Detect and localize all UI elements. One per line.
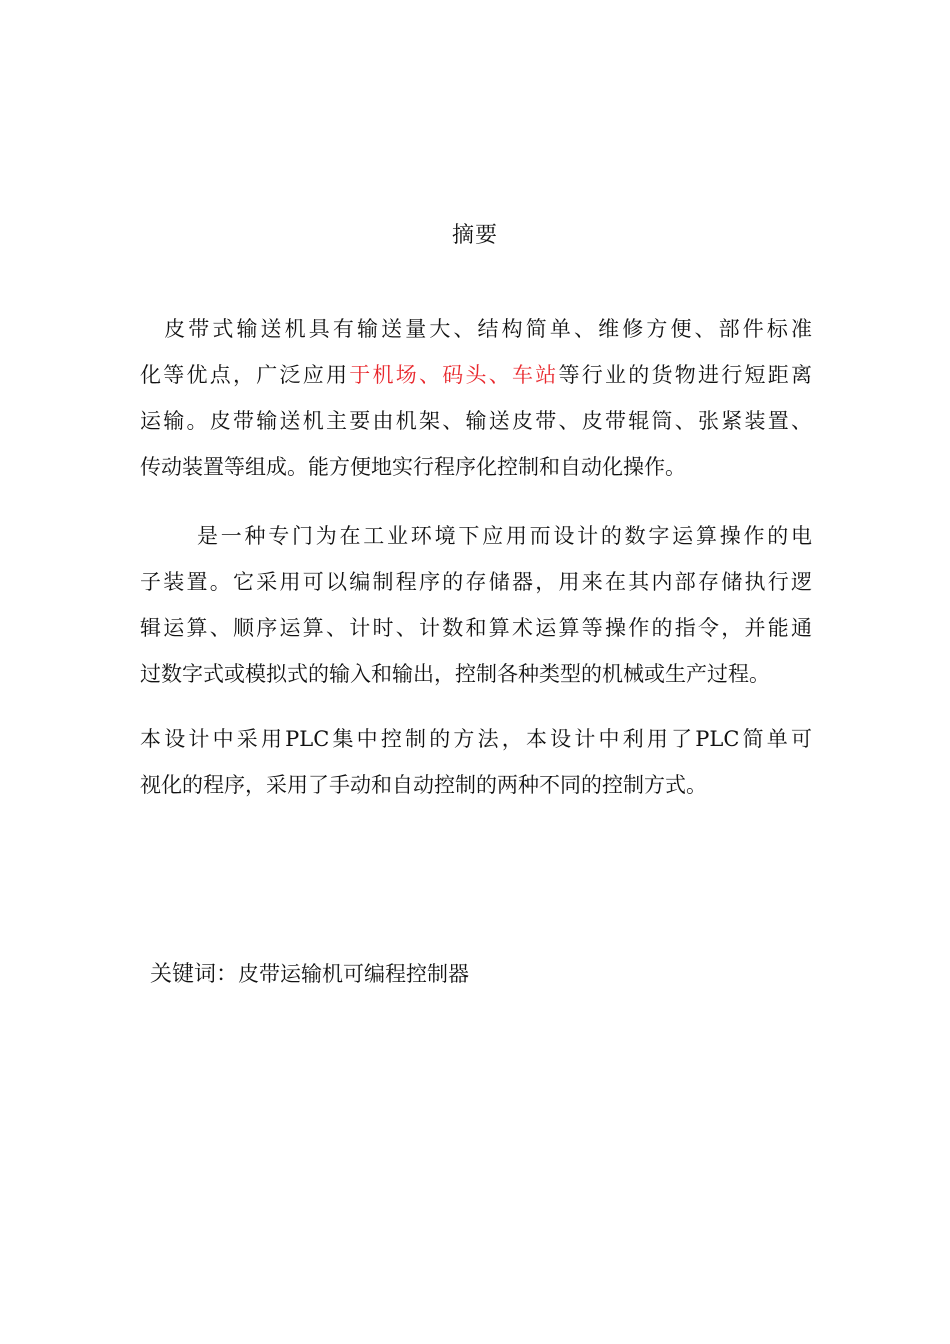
paragraph-1-line-1: 皮带式输送机具有输送量大、结构简单、维修方便、部件标准 [140,317,812,341]
abstract-paragraph-1 [140,306,812,490]
keywords-label: 关键词： [150,962,239,987]
paragraph-1-line-2 [140,352,812,398]
paragraph-2-line-2: 子装置。它采用可以编制程序的存储器，用来在其内部存储执行逻 [140,570,812,594]
paragraph-3-line-1: 本设计中采用PLC集中控制的方法，本设计中利用了PLC简单可 [140,727,812,751]
abstract-paragraph-3 [140,716,812,808]
paragraph-1-line-2-end: 等行业的货物进行短距离 [558,363,812,387]
page-title: 摘要 [451,223,498,248]
paragraph-2-line-4: 过数字式或模拟式的输入和输出，控制各种类型的机械或生产过程。 [140,662,770,686]
paragraph-3-line-2: 视化的程序，采用了手动和自动控制的两种不同的控制方式。 [140,773,707,797]
keywords-line [150,954,750,995]
abstract-paragraph-2 [140,513,812,697]
paragraph-2-line-3: 辑运算、顺序运算、计时、计数和算术运算等操作的指令，并能通 [140,616,812,640]
paragraph-1-line-3: 运输。皮带输送机主要由机架、输送皮带、皮带辊筒、张紧装置、 [140,409,812,433]
paragraph-2-line-1: 是一种专门为在工业环境下应用而设计的数字运算操作的电 [140,524,812,548]
highlighted-locations: 于机场、码头、车站 [349,363,559,387]
keywords-value: 皮带运输机可编程控制器 [238,962,470,986]
paragraph-1-line-4: 传动装置等组成。能方便地实行程序化控制和自动化操作。 [140,455,686,479]
paragraph-1-line-2-start: 化等优点，广泛应用 [140,363,350,387]
